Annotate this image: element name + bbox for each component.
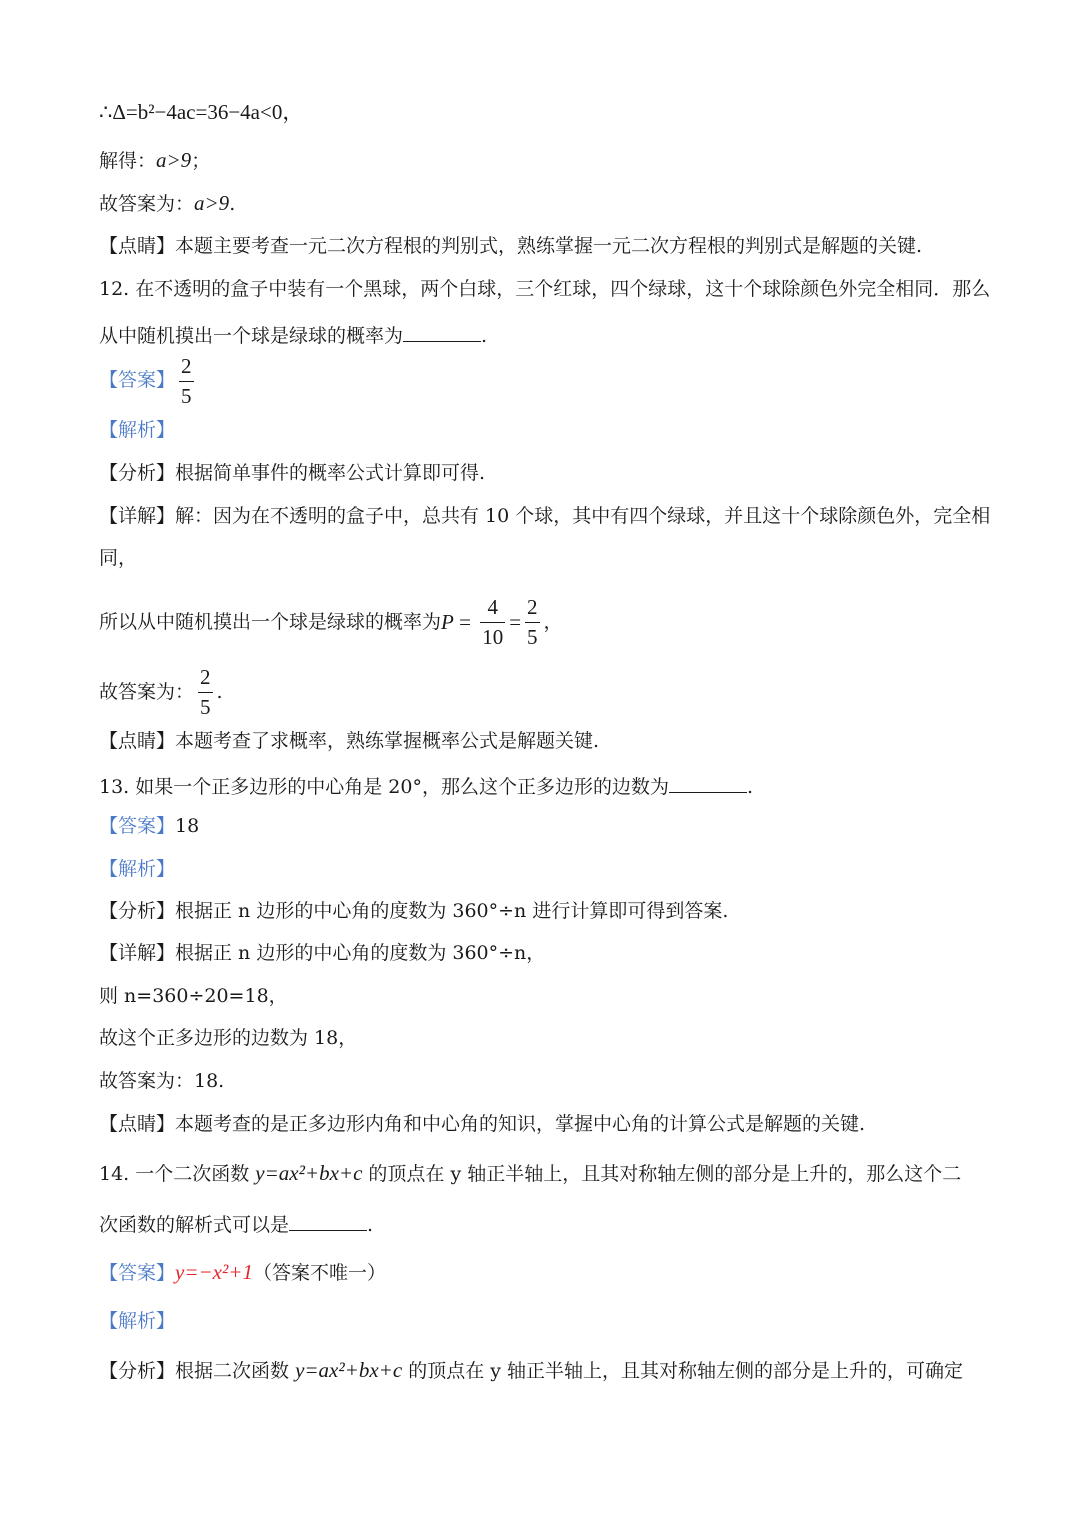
xiangjie-tag: 【详解】 (99, 942, 176, 964)
comment-tag: 【点睛】 (99, 1113, 176, 1135)
question-12-line-1 (99, 277, 990, 301)
fraction-numerator: 2 (179, 356, 194, 382)
answer-tag: 【答案】 (99, 815, 176, 837)
question-12-line-2 (99, 321, 487, 348)
equals-sign: = (509, 610, 522, 634)
gu-line-13 (99, 1026, 357, 1050)
ze-line-13 (99, 984, 288, 1008)
ze-text: 则 n=360÷20=18， (99, 985, 288, 1007)
analysis-tag-14 (99, 1309, 175, 1333)
question-14-text: 14. 一个二次函数 (99, 1163, 256, 1185)
solve-line (99, 148, 210, 173)
probability-fraction-2 (525, 594, 540, 649)
answer-14 (99, 1260, 386, 1285)
question-14-text-2: 的顶点在 y 轴正半轴上，且其对称轴左侧的部分是上升的，那么这个二 (362, 1163, 962, 1185)
answer-text: 故答案为：18. (99, 1070, 225, 1092)
probability-var: P (441, 610, 454, 634)
analysis-tag-12 (99, 418, 175, 442)
fraction-denominator: 5 (527, 624, 538, 649)
answer-14-note: （答案不唯一） (252, 1262, 386, 1284)
probability-fraction-1 (480, 594, 505, 649)
analysis-tag-13 (99, 857, 175, 881)
answer-label: 故答案为： (99, 681, 195, 703)
answer-12-line-fraction (198, 664, 213, 719)
answer-tag: 【答案】 (99, 1262, 176, 1284)
fraction-numerator: 4 (480, 597, 505, 623)
xiangjie-13 (99, 941, 545, 965)
answer-end: . (216, 681, 223, 703)
solve-label: 解得： (99, 150, 157, 172)
comment-tag: 【点睛】 (99, 730, 176, 752)
fenxi-tag: 【分析】 (99, 462, 176, 484)
answer-blank (403, 321, 481, 342)
fraction-numerator: 2 (525, 597, 540, 623)
question-12-end: . (481, 325, 488, 347)
question-12-text-2: 从中随机摸出一个球是绿球的概率为 (99, 325, 404, 347)
fraction-denominator: 5 (200, 694, 211, 719)
solve-end: ； (191, 150, 211, 172)
probability-end: ， (543, 611, 563, 633)
question-14-math: y=ax²+bx+c (255, 1161, 363, 1185)
answer-tag: 【答案】 (99, 369, 176, 391)
fraction-denominator: 5 (181, 383, 192, 408)
answer-math: a>9 (194, 191, 230, 215)
answer-12-fraction (179, 353, 194, 408)
answer-line-11 (99, 191, 235, 216)
fenxi-14 (99, 1358, 963, 1383)
probability-line (99, 596, 563, 648)
xiangjie-12 (99, 504, 990, 528)
equals-sign: = (453, 610, 477, 634)
fenxi-text: 根据简单事件的概率公式计算即可得. (175, 462, 486, 484)
gu-text: 故这个正多边形的边数为 18， (99, 1027, 358, 1049)
fenxi-text: 根据正 n 边形的中心角的度数为 360°÷n 进行计算即可得到答案. (175, 900, 729, 922)
fenxi-tag: 【分析】 (99, 1360, 176, 1382)
comment-tag: 【点睛】 (99, 235, 176, 257)
fenxi-text: 根据二次函数 (175, 1360, 296, 1382)
question-13-end: . (746, 776, 754, 798)
question-14-line-2 (99, 1210, 373, 1237)
question-12-text: 12. 在不透明的盒子中装有一个黑球，两个白球，三个红球，四个绿球，这十个球除颜色外完全相同．那么 (99, 278, 991, 300)
answer-label: 故答案为： (99, 193, 195, 215)
question-14-text-3: 次函数的解析式可以是 (99, 1214, 290, 1236)
delta-equation (99, 100, 303, 125)
fenxi-13 (99, 899, 728, 923)
question-14-line-1 (99, 1161, 961, 1186)
delta-equation-text: ∴Δ=b²−4ac=36−4a<0， (99, 100, 304, 124)
comment-13 (99, 1112, 865, 1136)
comment-text: 本题主要考查一元二次方程根的判别式，熟练掌握一元二次方程根的判别式是解题的关键. (175, 235, 923, 257)
analysis-tag: 【解析】 (99, 1310, 176, 1332)
comment-text: 本题考查的是正多边形内角和中心角的知识，掌握中心角的计算公式是解题的关键. (175, 1113, 866, 1135)
fraction-denominator: 10 (482, 624, 504, 649)
answer-blank (669, 772, 747, 793)
answer-13-value: 18 (175, 815, 200, 837)
solve-math: a>9 (156, 148, 192, 172)
answer-13 (99, 814, 199, 838)
xiangjie-text: 根据正 n 边形的中心角的度数为 360°÷n， (175, 942, 546, 964)
xiangjie-12-cont (99, 546, 137, 570)
question-14-end: . (367, 1214, 374, 1236)
answer-14-math: y=−x²+1 (175, 1260, 253, 1284)
answer-line-13 (99, 1069, 224, 1093)
xiangjie-cont-text: 同， (99, 547, 138, 569)
analysis-tag: 【解析】 (99, 419, 176, 441)
fenxi-text-2: 的顶点在 y 轴正半轴上，且其对称轴左侧的部分是上升的，可确定 (402, 1360, 964, 1382)
question-13-text: 13. 如果一个正多边形的中心角是 20°，那么这个正多边形的边数为 (99, 776, 669, 798)
comment-text: 本题考查了求概率，熟练掌握概率公式是解题关键. (175, 730, 600, 752)
fenxi-12 (99, 461, 485, 485)
answer-end: . (229, 193, 236, 215)
answer-12 (99, 355, 198, 407)
fenxi-tag: 【分析】 (99, 900, 176, 922)
question-13 (99, 772, 753, 799)
answer-blank (289, 1210, 367, 1231)
xiangjie-tag: 【详解】 (99, 505, 176, 527)
probability-text: 所以从中随机摸出一个球是绿球的概率为 (99, 611, 442, 633)
xiangjie-text: 解：因为在不透明的盒子中，总共有 10 个球，其中有四个绿球，并且这十个球除颜色外，完全相 (175, 505, 991, 527)
analysis-tag: 【解析】 (99, 858, 176, 880)
fenxi-math: y=ax²+bx+c (295, 1358, 403, 1382)
answer-line-12 (99, 666, 223, 718)
comment-11 (99, 234, 922, 258)
fraction-numerator: 2 (198, 667, 213, 693)
comment-12 (99, 729, 599, 753)
